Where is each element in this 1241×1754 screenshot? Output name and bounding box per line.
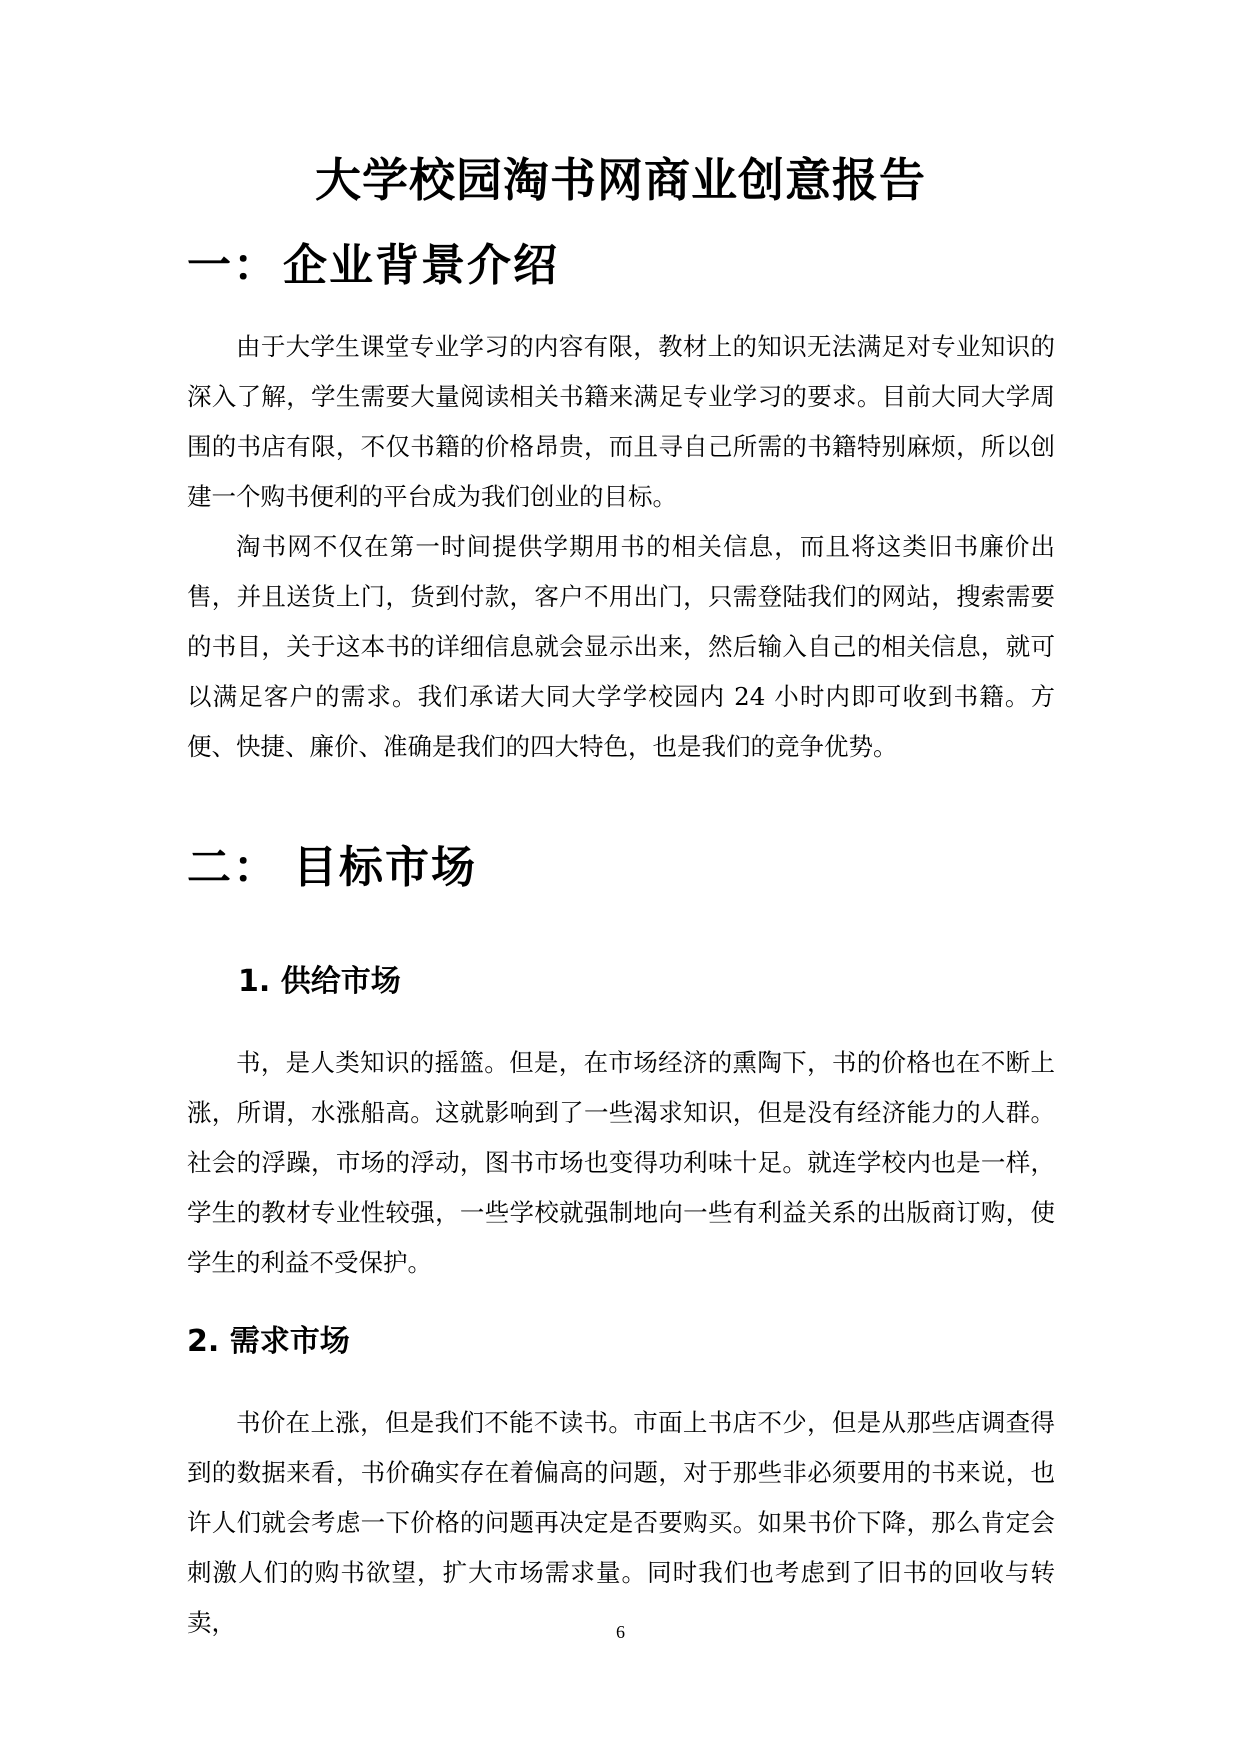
section-1-heading [187,236,559,296]
page-number: 6 [616,1622,625,1642]
section-1-title: 企业背景介绍 [283,240,559,291]
subsection-2-heading: 2. 需求市场 [187,1324,350,1359]
section-2-title: 目标市场 [293,842,477,893]
section-1-paragraph-2: 淘书网不仅在第一时间提供学期用书的相关信息，而且将这类旧书廉价出售，并且送货上门，货到付款，客户不用出门，只需登陆我们的网站，搜索需要的书目，关于这本书的详细信息就会显示出来，然后输入自己的相关信息，就可以满足客户的需求。我们承诺大同大学学校园内 24 小时内即可收到书籍。方便、快捷、廉价、准确是我们的四大特色，也是我们的竞争优势。 [187,532,1055,761]
subsection-1-heading: 1. 供给市场 [238,964,401,999]
subsection-1-paragraph: 书，是人类知识的摇篮。但是，在市场经济的熏陶下，书的价格也在不断上涨，所谓，水涨船高。这就影响到了一些渴求知识，但是没有经济能力的人群。社会的浮躁，市场的浮动，图书市场也变得功利味十足。就连学校内也是一样，学生的教材专业性较强，一些学校就强制地向一些有利益关系的出版商订购，使学生的利益不受保护。 [187,1048,1055,1277]
section-1-number: 一： [187,240,279,291]
document-title: 大学校园淘书网商业创意报告 [315,153,926,207]
section-2-number: 二： [187,842,279,893]
section-2-heading [187,838,477,898]
subsection-2-paragraph: 书价在上涨，但是我们不能不读书。市面上书店不少，但是从那些店调查得到的数据来看，书价确实存在着偏高的问题，对于那些非必须要用的书来说，也许人们就会考虑一下价格的问题再决定是否要购买。如果书价下降，那么肯定会刺激人们的购书欲望，扩大市场需求量。同时我们也考虑到了旧书的回收与转卖， [187,1408,1055,1637]
section-1-paragraph-1: 由于大学生课堂专业学习的内容有限，教材上的知识无法满足对专业知识的深入了解，学生需要大量阅读相关书籍来满足专业学习的要求。目前大同大学周围的书店有限，不仅书籍的价格昂贵，而且寻自己所需的书籍特别麻烦，所以创建一个购书便利的平台成为我们创业的目标。 [187,332,1055,511]
